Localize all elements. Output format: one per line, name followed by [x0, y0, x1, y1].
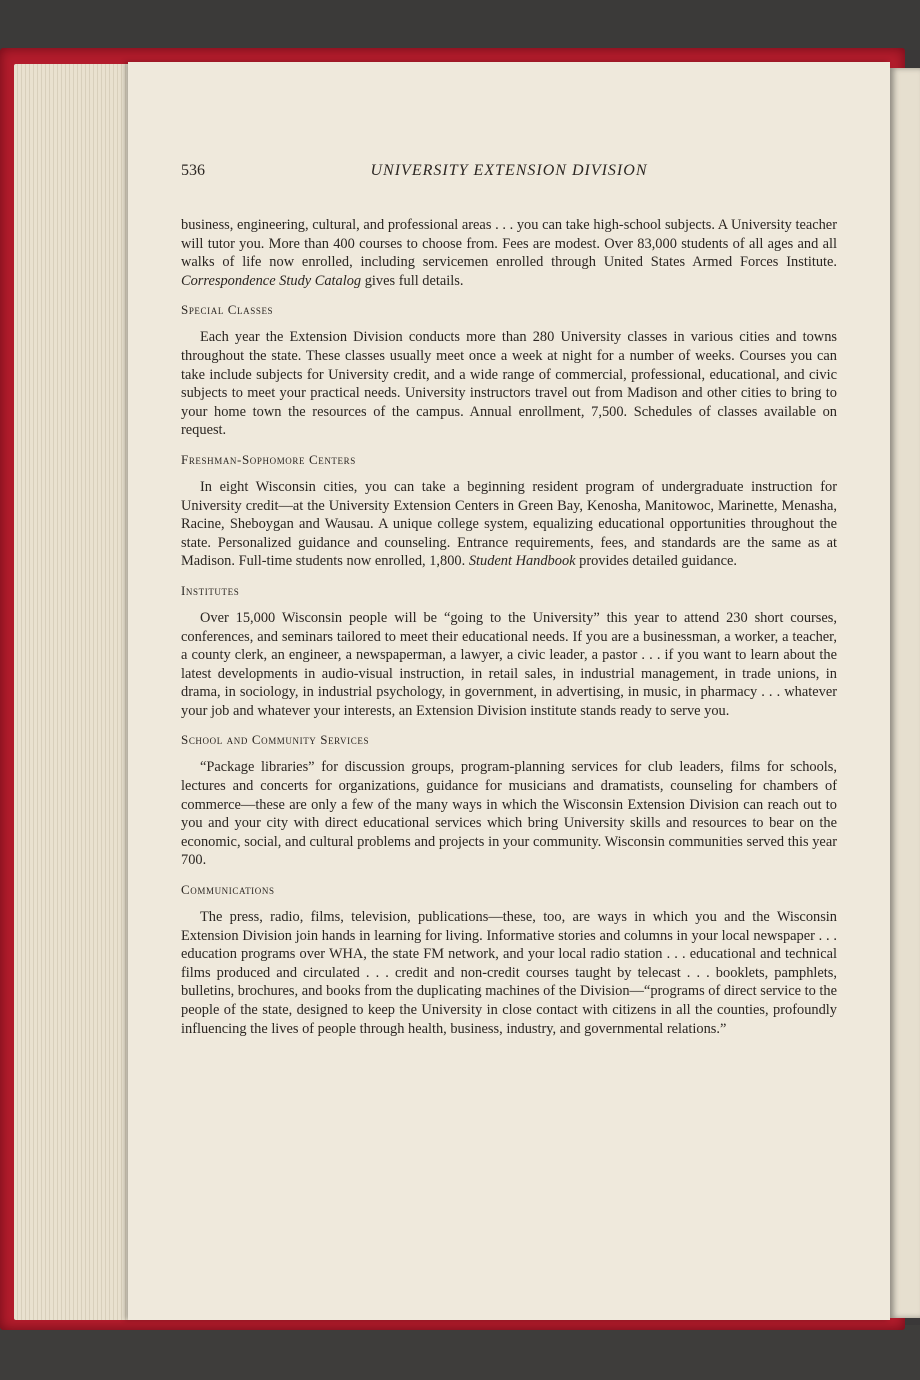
page-body	[181, 216, 837, 1038]
section-text-communications: The press, radio, films, television, publications—these, too, are ways in which you and the Wisconsin Extension Division join hands in learning for living. Informative stories and columns in your local newspaper . . . education programs over WHA, the state FM network, and your local radio station . . . educational and technical films produced and circulated . . . credit and non-credit courses taught by telecast . . . booklets, pamphlets, bulletins, brochures, and books from the duplicating machines of the Division—“programs of direct service to the people of the state, designed to keep the University in close contact with citizens in all the counties, profoundly influencing the lives of people through health, business, industry, and governmental relations.”	[181, 909, 837, 1037]
running-title: UNIVERSITY EXTENSION DIVISION	[370, 162, 648, 179]
facing-page-edge	[890, 68, 920, 1318]
scan-background-top	[0, 0, 920, 50]
section-text-institutes: Over 15,000 Wisconsin people will be “going to the University” this year to attend 230 short courses, conferences, and seminars tailored to meet their educational needs. If you are a businessman, a worker, a teacher, a county clerk, an engineer, a newspaperman, a lawyer, a civic leader, a pastor . . . if you want to learn about the latest developments in audio-visual instruction, in retail sales, in industrial management, in trade unions, in drama, in sociology, in industrial psychology, in government, in advertising, in music, in pharmacy . . . whatever your job and whatever your interests, an Extension Division institute stands ready to serve you.	[181, 609, 837, 719]
page-edges	[14, 64, 134, 1320]
section-text-school-community-services: “Package libraries” for discussion groups, program-planning services for club leaders, films for schools, lectures and concerts for organizations, guidance for musicians and dramatists, counseling for chambers of commerce—these are only a few of the many ways in which the Wisconsin Extension Division can reach out to you and your city with direct educational services which bring University skills and resources to bear on the economic, social, and cultural problems and projects in your community. Wisconsin communities served this year 700.	[181, 759, 837, 869]
section-heading-communications: Communications	[181, 882, 275, 898]
intro-tail: gives full details.	[361, 272, 464, 289]
section-paragraph-freshman-sophomore-centers	[181, 478, 837, 571]
section-text-special-classes: Each year the Extension Division conducts more than 280 University classes in various cities and towns throughout the state. These classes usually meet once a week at night for a number of weeks. Courses you can take include subjects for University credit, and a wide range of commercial, professional, educational, and civic subjects to meet your practical needs. University instructors travel out from Madison and other cities to bring to your home town the resources of the campus. Annual enrollment, 7,500. Schedules of classes available on request.	[181, 329, 837, 439]
student-handbook-title: Student Handbook	[468, 553, 576, 570]
page-number: 536	[181, 162, 205, 179]
section-heading-institutes: Institutes	[181, 582, 240, 598]
scan-background-bottom	[0, 1325, 920, 1380]
section-heading-special-classes: Special Classes	[181, 302, 274, 318]
intro-text: business, engineering, cultural, and professional areas . . . you can take high-school subjects. A University teacher will tutor you. More than 400 courses to choose from. Fees are modest. Over 83,000 students of all ages and all walks of life now enrolled, including servicemen enrolled through United States Armed Forces Institute.	[181, 217, 837, 271]
intro-catalog-title: Correspondence Study Catalog	[181, 272, 362, 289]
section-heading-school-community-services: School and Community Services	[181, 732, 370, 748]
intro-paragraph	[181, 216, 837, 290]
page-header	[181, 162, 837, 184]
section-tail-freshman-sophomore-centers: provides detailed guidance.	[575, 553, 737, 570]
section-text-freshman-sophomore-centers: In eight Wisconsin cities, you can take a beginning resident program of undergraduate instruction for University credit—at the University Extension Centers in Green Bay, Kenosha, Manitowoc, Marinette, Menasha, Racine, Sheboygan and Wausau. A unique college system, equalizing educational opportunities throughout the state. Personalized guidance and counseling. Entrance requirements, fees, and standards are the same as at Madison. Full-time students now enrolled, 1,800.	[181, 478, 837, 570]
section-heading-freshman-sophomore-centers: Freshman-Sophomore Centers	[181, 451, 356, 467]
